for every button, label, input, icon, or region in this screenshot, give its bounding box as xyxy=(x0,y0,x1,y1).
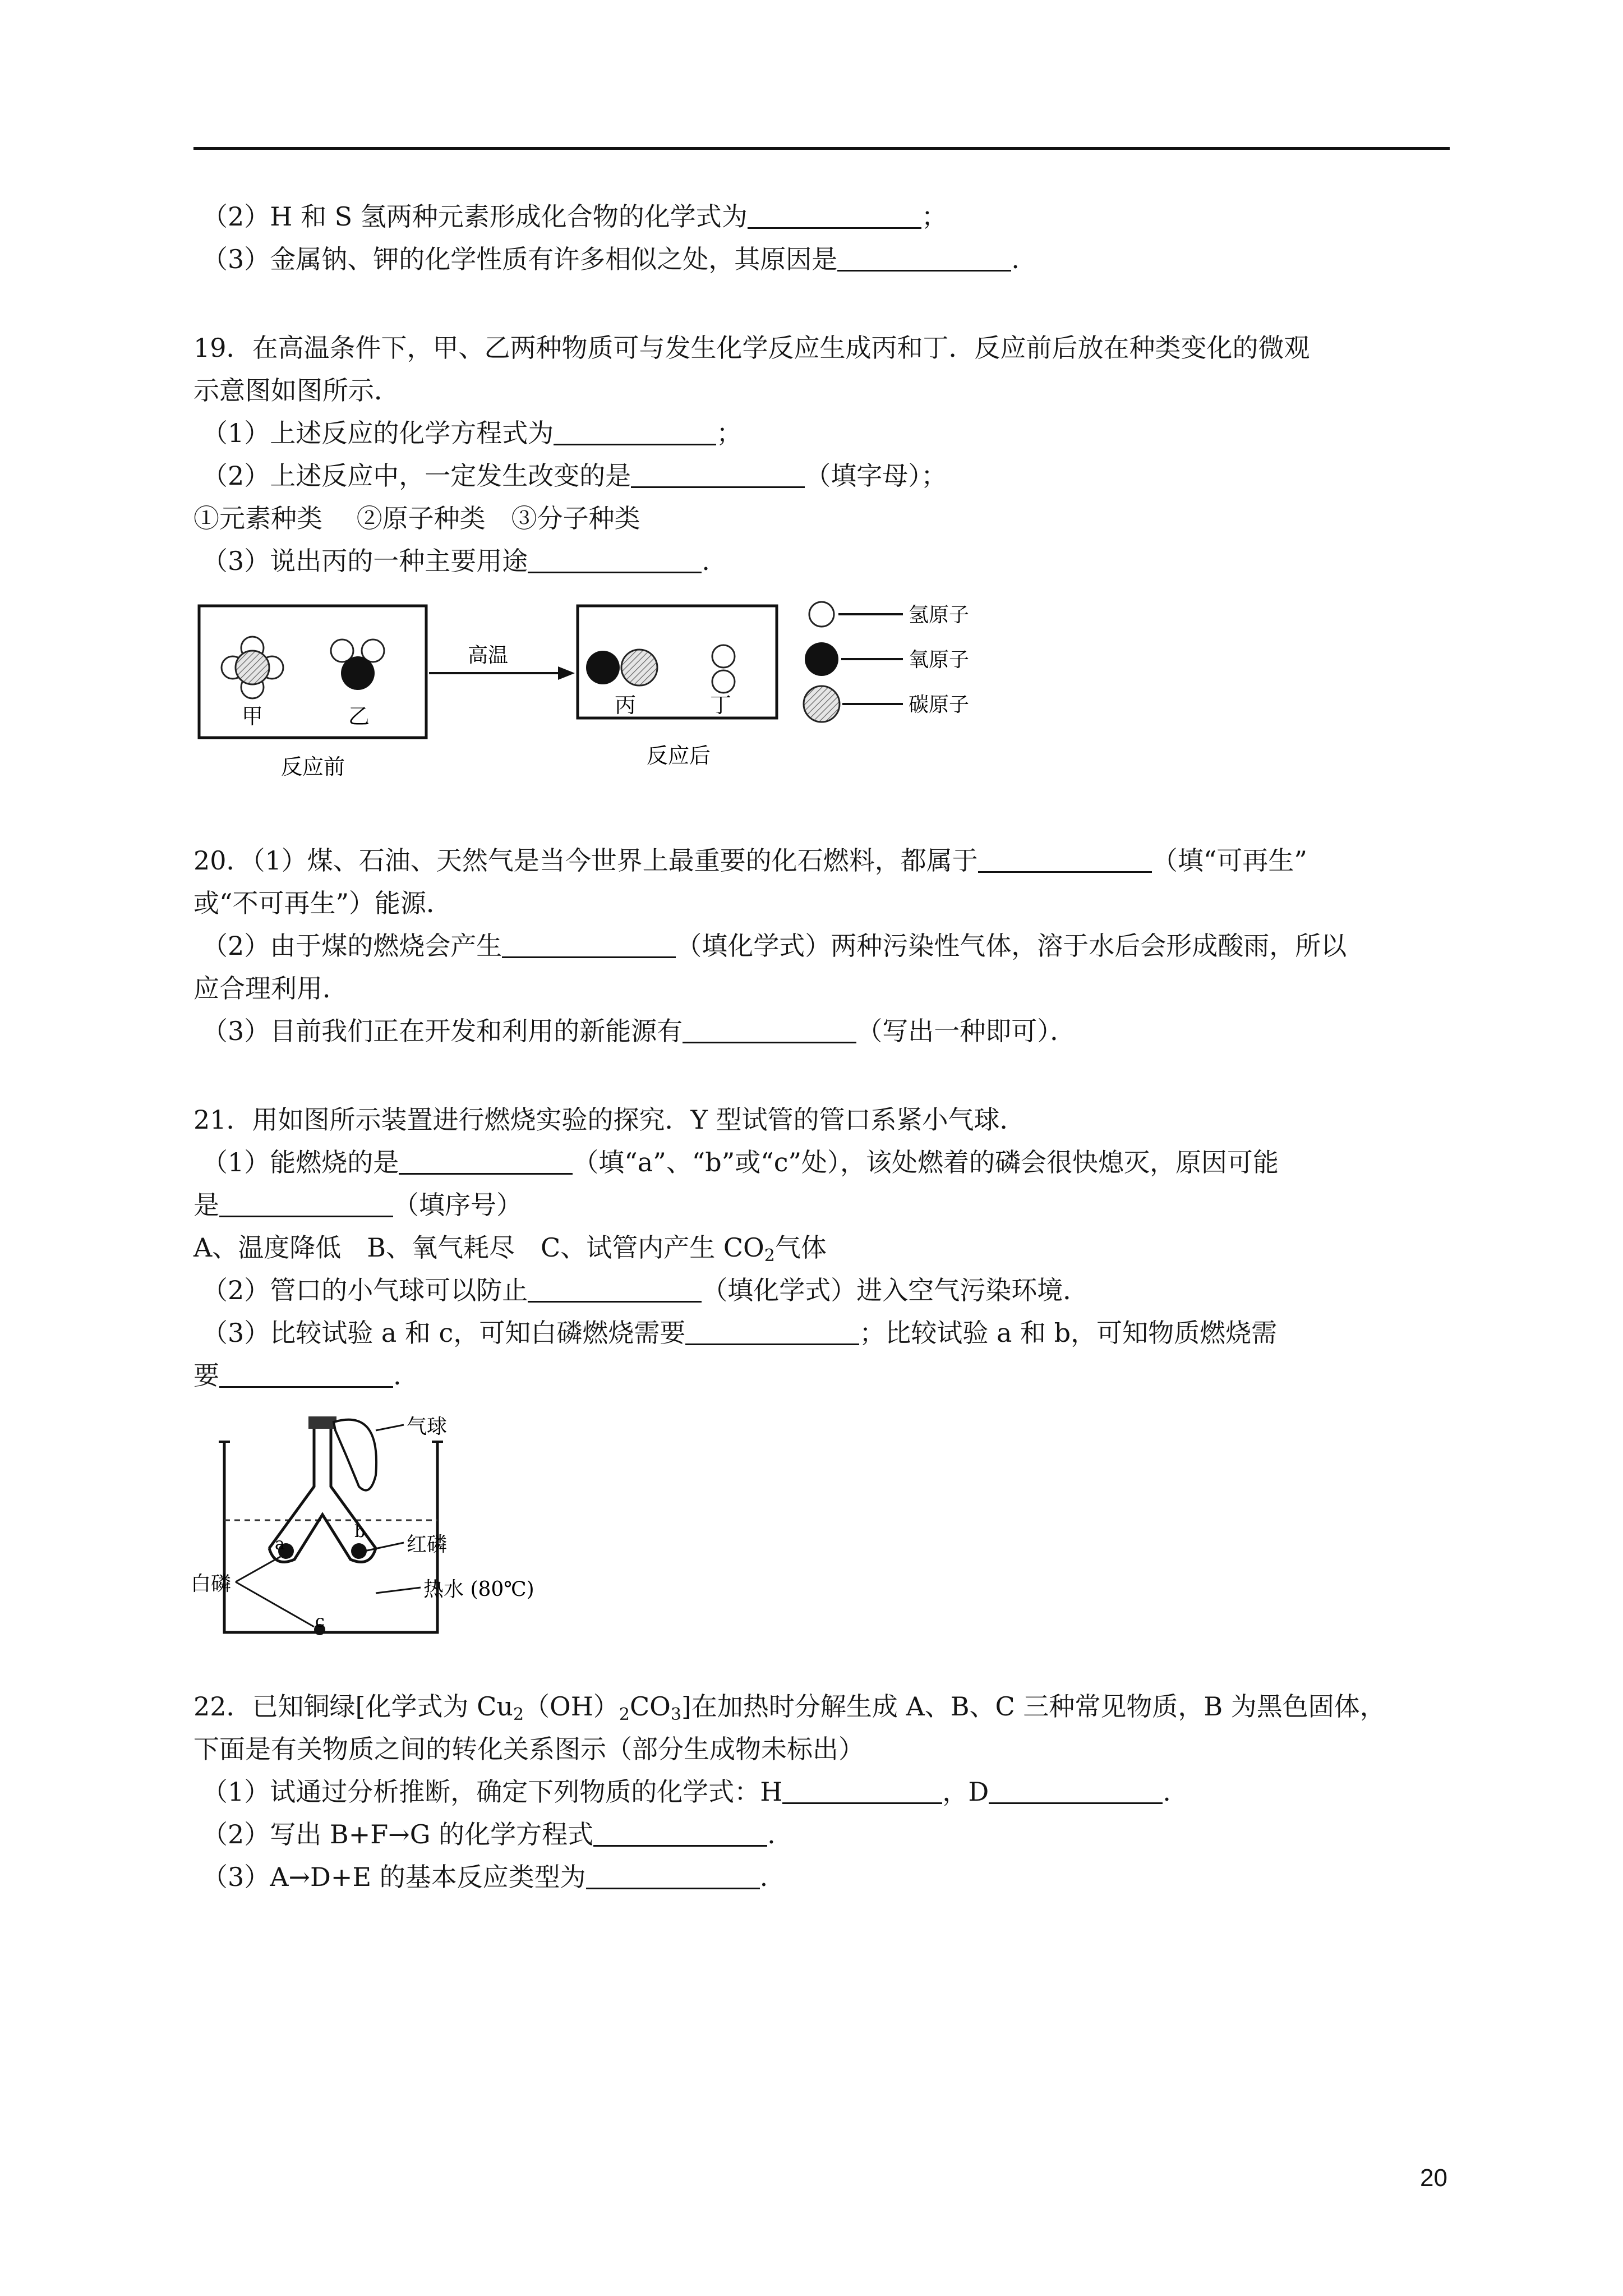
label-b: b xyxy=(354,1522,366,1542)
answer-blank[interactable] xyxy=(399,1147,573,1175)
label-a: a xyxy=(275,1534,285,1554)
answer-blank[interactable] xyxy=(593,1819,767,1847)
balloon xyxy=(334,1420,376,1490)
answer-blank[interactable] xyxy=(631,461,805,488)
q20-line1: 20．（1）煤、石油、天然气是当今世界上最重要的化石燃料，都属于 （填“可再生” xyxy=(193,845,1307,876)
answer-blank[interactable] xyxy=(502,931,676,958)
q19-part2: （2）上述反应中，一定发生改变的是 （填字母）； xyxy=(202,461,947,491)
q22-stem-line1: 22．已知铜绿[化学式为 $Cu_2(OH)_2CO_3$]在加热时分解生成 A、B、C 三种常见物质，B 为黑色固体， xyxy=(193,1691,1386,1724)
label-bing: 丙 xyxy=(614,693,637,717)
red-phosphorus-b xyxy=(351,1543,367,1559)
q21-stem: 21．用如图所示装置进行燃烧实验的探究．Y 型试管的管口系紧小气球． xyxy=(193,1105,1026,1135)
q19-stem-line1: 19．在高温条件下，甲、乙两种物质可与发生化学反应生成丙和丁．反应前后放在种类变化的微观 xyxy=(193,333,1310,363)
q19-part1: （1）上述反应的化学方程式为 ； xyxy=(202,418,743,448)
label-c: c xyxy=(315,1612,325,1631)
q21-part1: （1）能燃烧的是 （填“a”、“b”或“c”处），该处燃着的磷会很快熄灭，原因可能 xyxy=(202,1147,1279,1177)
arrow-label: 高温 xyxy=(467,644,509,667)
header-rule xyxy=(193,147,1450,150)
q18-part2: （2）H 和 S 氢两种元素形成化合物的化学式为 ； xyxy=(202,201,947,232)
q20-line4: 应合理利用． xyxy=(193,973,348,1004)
q18-part3: （3）金属钠、钾的化学性质有许多相似之处，其原因是 . xyxy=(202,244,1020,274)
q22-part1: （1）试通过分析推断，确定下列物质的化学式：H ，D . xyxy=(202,1777,1171,1807)
legend-carbon: 碳原子 xyxy=(909,693,970,716)
molecule-ding xyxy=(712,645,735,693)
legend-oxygen: 氧原子 xyxy=(909,648,970,671)
q20-line2: 或“不可再生”）能源． xyxy=(193,888,453,918)
answer-blank[interactable] xyxy=(978,845,1152,873)
combustion-apparatus xyxy=(191,1408,583,1644)
label-hot-water: 热水 (80℃) xyxy=(423,1578,534,1601)
molecule-jia xyxy=(222,637,283,698)
legend xyxy=(804,602,969,722)
label-jia: 甲 xyxy=(241,704,264,729)
answer-blank[interactable] xyxy=(989,1777,1163,1804)
answer-blank[interactable] xyxy=(685,1318,859,1345)
q19-stem-line2: 示意图如图所示． xyxy=(193,375,400,406)
label-white-phosphorus: 白磷 xyxy=(191,1572,232,1595)
page-number: 20 xyxy=(1420,2164,1447,2192)
answer-blank[interactable] xyxy=(219,1190,393,1217)
tube-stopper xyxy=(308,1416,336,1429)
label-red-phosphorus: 红磷 xyxy=(407,1533,448,1556)
q21-options: A、温度降低 B、氧气耗尽 C、试管内产生 $CO_2$气体 xyxy=(193,1232,827,1266)
q19-options: ①元素种类 ②原子种类 ③分子种类 xyxy=(193,503,640,533)
q20-part2: （2）由于煤的燃烧会产生 （填化学式）两种污染性气体，溶于水后会形成酸雨，所以 xyxy=(202,931,1347,961)
q22-stem-line2: 下面是有关物质之间的转化关系图示（部分生成物未标出） xyxy=(193,1734,864,1764)
q20-part3: （3）目前我们正在开发和利用的新能源有 （写出一种即可）． xyxy=(202,1016,1076,1046)
q21-line3: 是 （填序号） xyxy=(193,1190,522,1220)
answer-blank[interactable] xyxy=(782,1777,942,1804)
answer-blank[interactable] xyxy=(219,1360,393,1388)
answer-blank[interactable] xyxy=(586,1862,760,1889)
answer-blank[interactable] xyxy=(528,1275,702,1303)
label-yi: 乙 xyxy=(348,704,370,729)
label-before: 反应前 xyxy=(280,754,345,779)
q21-line7: 要 . xyxy=(193,1360,402,1391)
q22-part3: （3）A→D+E 的基本反应类型为 . xyxy=(202,1862,768,1892)
q21-part3: （3）比较试验 a 和 c，可知白磷燃烧需要 ；比较试验 a 和 b，可知物质燃烧需 xyxy=(202,1318,1278,1348)
q21-part2: （2）管口的小气球可以防止 （填化学式）进入空气污染环境． xyxy=(202,1275,1089,1305)
reaction-diagram xyxy=(191,595,1009,785)
molecule-yi xyxy=(331,639,384,690)
label-ding: 丁 xyxy=(709,693,732,717)
legend-hydrogen: 氢原子 xyxy=(909,604,970,627)
label-after: 反应后 xyxy=(646,743,711,768)
answer-blank[interactable] xyxy=(554,418,716,445)
answer-blank[interactable] xyxy=(683,1016,856,1043)
label-balloon: 气球 xyxy=(407,1415,448,1438)
q19-part3: （3）说出丙的一种主要用途 . xyxy=(202,546,710,576)
answer-blank[interactable] xyxy=(837,244,1011,272)
answer-blank[interactable] xyxy=(528,546,702,573)
q22-part2: （2）写出 B+F→G 的化学方程式 . xyxy=(202,1819,776,1849)
answer-blank[interactable] xyxy=(748,201,921,229)
molecule-bing xyxy=(586,650,657,685)
